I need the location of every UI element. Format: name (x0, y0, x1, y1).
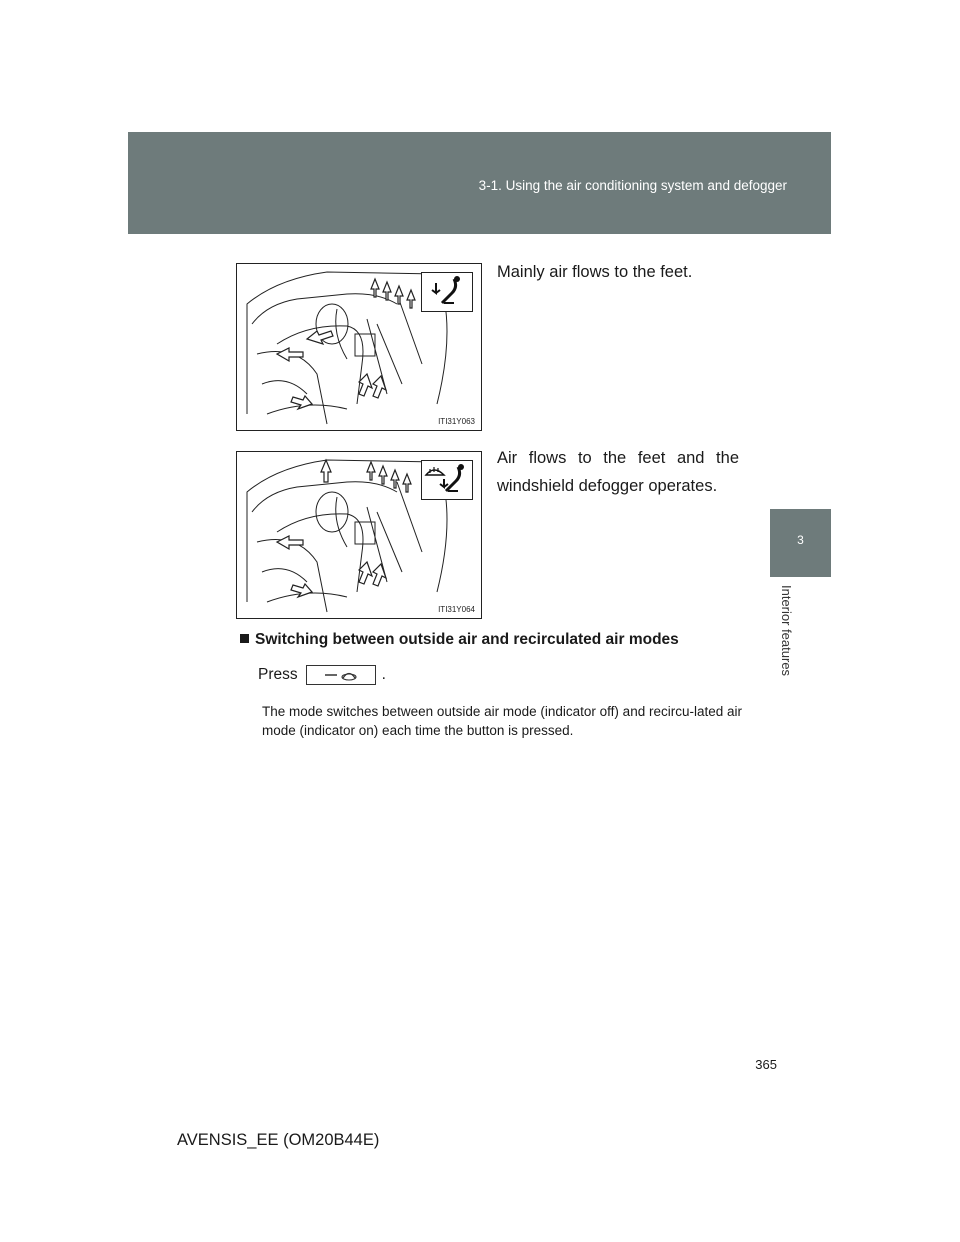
page-number: 365 (755, 1057, 777, 1072)
mode-note: The mode switches between outside air mode (indicator off) and recircu-lated air mode (indicator on) each time the button is pressed. (262, 704, 742, 738)
section-title: 3-1. Using the air conditioning system and defogger (478, 178, 787, 193)
feet-defog-airflow-icon (421, 460, 473, 500)
model-code: AVENSIS_EE (OM20B44E) (177, 1131, 380, 1149)
recirculate-air-button-icon (306, 665, 376, 685)
figure-code: ITI31Y064 (438, 605, 475, 614)
section-heading: Switching between outside air and recirculated air modes (240, 631, 679, 649)
figure-description: Air flows to the feet and the windshield defogger operates. (497, 449, 739, 495)
figure-feet-airflow (236, 263, 482, 431)
figure-description: Mainly air flows to the feet. (497, 263, 693, 281)
figure-feet-defog-airflow (236, 451, 482, 619)
header-band (128, 132, 831, 234)
chapter-number: 3 (797, 533, 804, 547)
figure-code: ITI31Y063 (438, 417, 475, 426)
square-bullet-icon (240, 634, 249, 643)
feet-airflow-icon (421, 272, 473, 312)
press-instruction: Press . (258, 666, 386, 683)
chapter-tab (770, 509, 831, 577)
chapter-label: Interior features (779, 585, 794, 677)
